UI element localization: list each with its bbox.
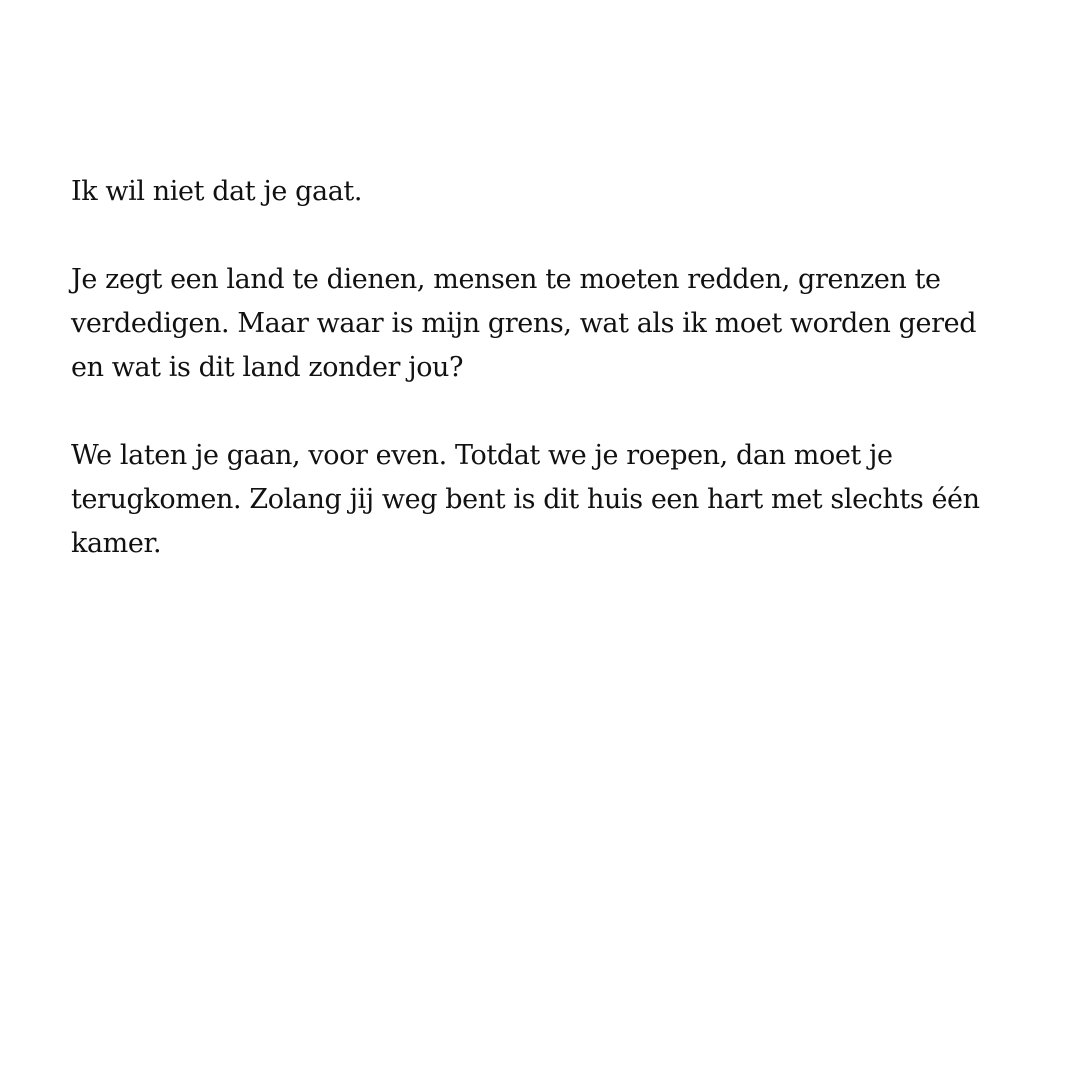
paragraph-3: We laten je gaan, voor even. Totdat we je roepen, dan moet je terugkomen. Zolang jij weg bent is dit huis een hart met slechts één kamer. bbox=[71, 440, 980, 559]
poem-text bbox=[71, 170, 1011, 610]
paragraph-2: Je zegt een land te dienen, mensen te moeten redden, grenzen te verdedigen. Maar waar is mijn grens, wat als ik moet worden gered en wat is dit land zonder jou? bbox=[71, 264, 977, 383]
paragraph-1: Ik wil niet dat je gaat. bbox=[71, 176, 363, 207]
